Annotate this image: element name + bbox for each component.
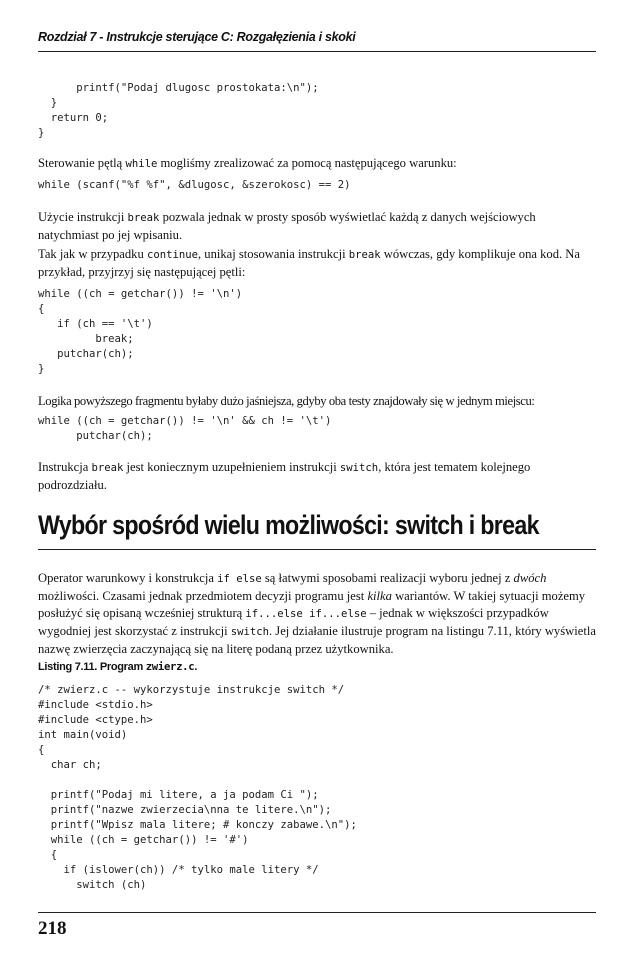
paragraph-4: Logika powyższego fragmentu byłaby dużo jaśniejsza, gdyby oba testy znajdowały się w jednym miejscu: (38, 394, 535, 408)
header-rule (38, 51, 596, 52)
running-header: Rozdział 7 - Instrukcje sterujące C: Rozgałęzienia i skoki (38, 30, 356, 44)
paragraph-5: Instrukcja break jest koniecznym uzupełnieniem instrukcji switch, która jest tematem kolejnego podrozdziału. (38, 460, 531, 492)
listing-code: /* zwierz.c -- wykorzystuje instrukcje switch */ #include <stdio.h> #include <ctype.h> int main(void) { char ch; printf("Podaj mi litere, a ja podam Ci "); printf("nazwe zwierzecia\nna te litere.\n"); printf("Wpisz mala litere; # konczy zabawe.\n"); while ((ch = getchar()) != '#') { if (islower(ch)) /* tylko male litery */ switch (ch) (38, 684, 357, 891)
section-title: Wybór spośród wielu możliwości: switch i break (38, 510, 539, 540)
page-number: 218 (38, 918, 67, 939)
code-fragment-1: printf("Podaj dlugosc prostokata:\n"); } return 0; } (38, 82, 319, 139)
listing-caption: Listing 7.11. Program zwierz.c. (38, 661, 198, 673)
footer-rule (38, 912, 596, 913)
code-fragment-4: while ((ch = getchar()) != '\n' && ch != '\t') putchar(ch); (38, 415, 332, 442)
paragraph-2: Użycie instrukcji break pozwala jednak w prosty sposób wyświetlać każdą z danych wejściowych natychmiast po jej wpisaniu. (38, 210, 536, 242)
code-fragment-2: while (scanf("%f %f", &dlugosc, &szerokosc) == 2) (38, 179, 351, 191)
paragraph-6: Operator warunkowy i konstrukcja if else są łatwymi sposobami realizacji wyboru jednej z dwóch możliwości. Czasami jednak przedmiotem decyzji programu jest kilka wariantów. W takiej sytuacji możemy posłużyć się opisaną wcześniej strukturą if...else if...else – jednak w większości przypadków wygodniej jest skorzystać z instrukcji switch. Jej działanie ilustruje program na listingu 7.11, który wyświetla nazwę zwierzęcia zaczynającą się na literę podaną przez użytkownika. (38, 571, 596, 656)
section-rule (38, 549, 596, 550)
paragraph-1: Sterowanie pętlą while mogliśmy zrealizować za pomocą następującego warunku: (38, 156, 457, 170)
paragraph-3: Tak jak w przypadku continue, unikaj stosowania instrukcji break wówczas, gdy komplikuje ona kod. Na przykład, przyjrzyj się następującej pętli: (38, 247, 580, 279)
code-fragment-3: while ((ch = getchar()) != '\n') { if (ch == '\t') break; putchar(ch); } (38, 288, 243, 375)
